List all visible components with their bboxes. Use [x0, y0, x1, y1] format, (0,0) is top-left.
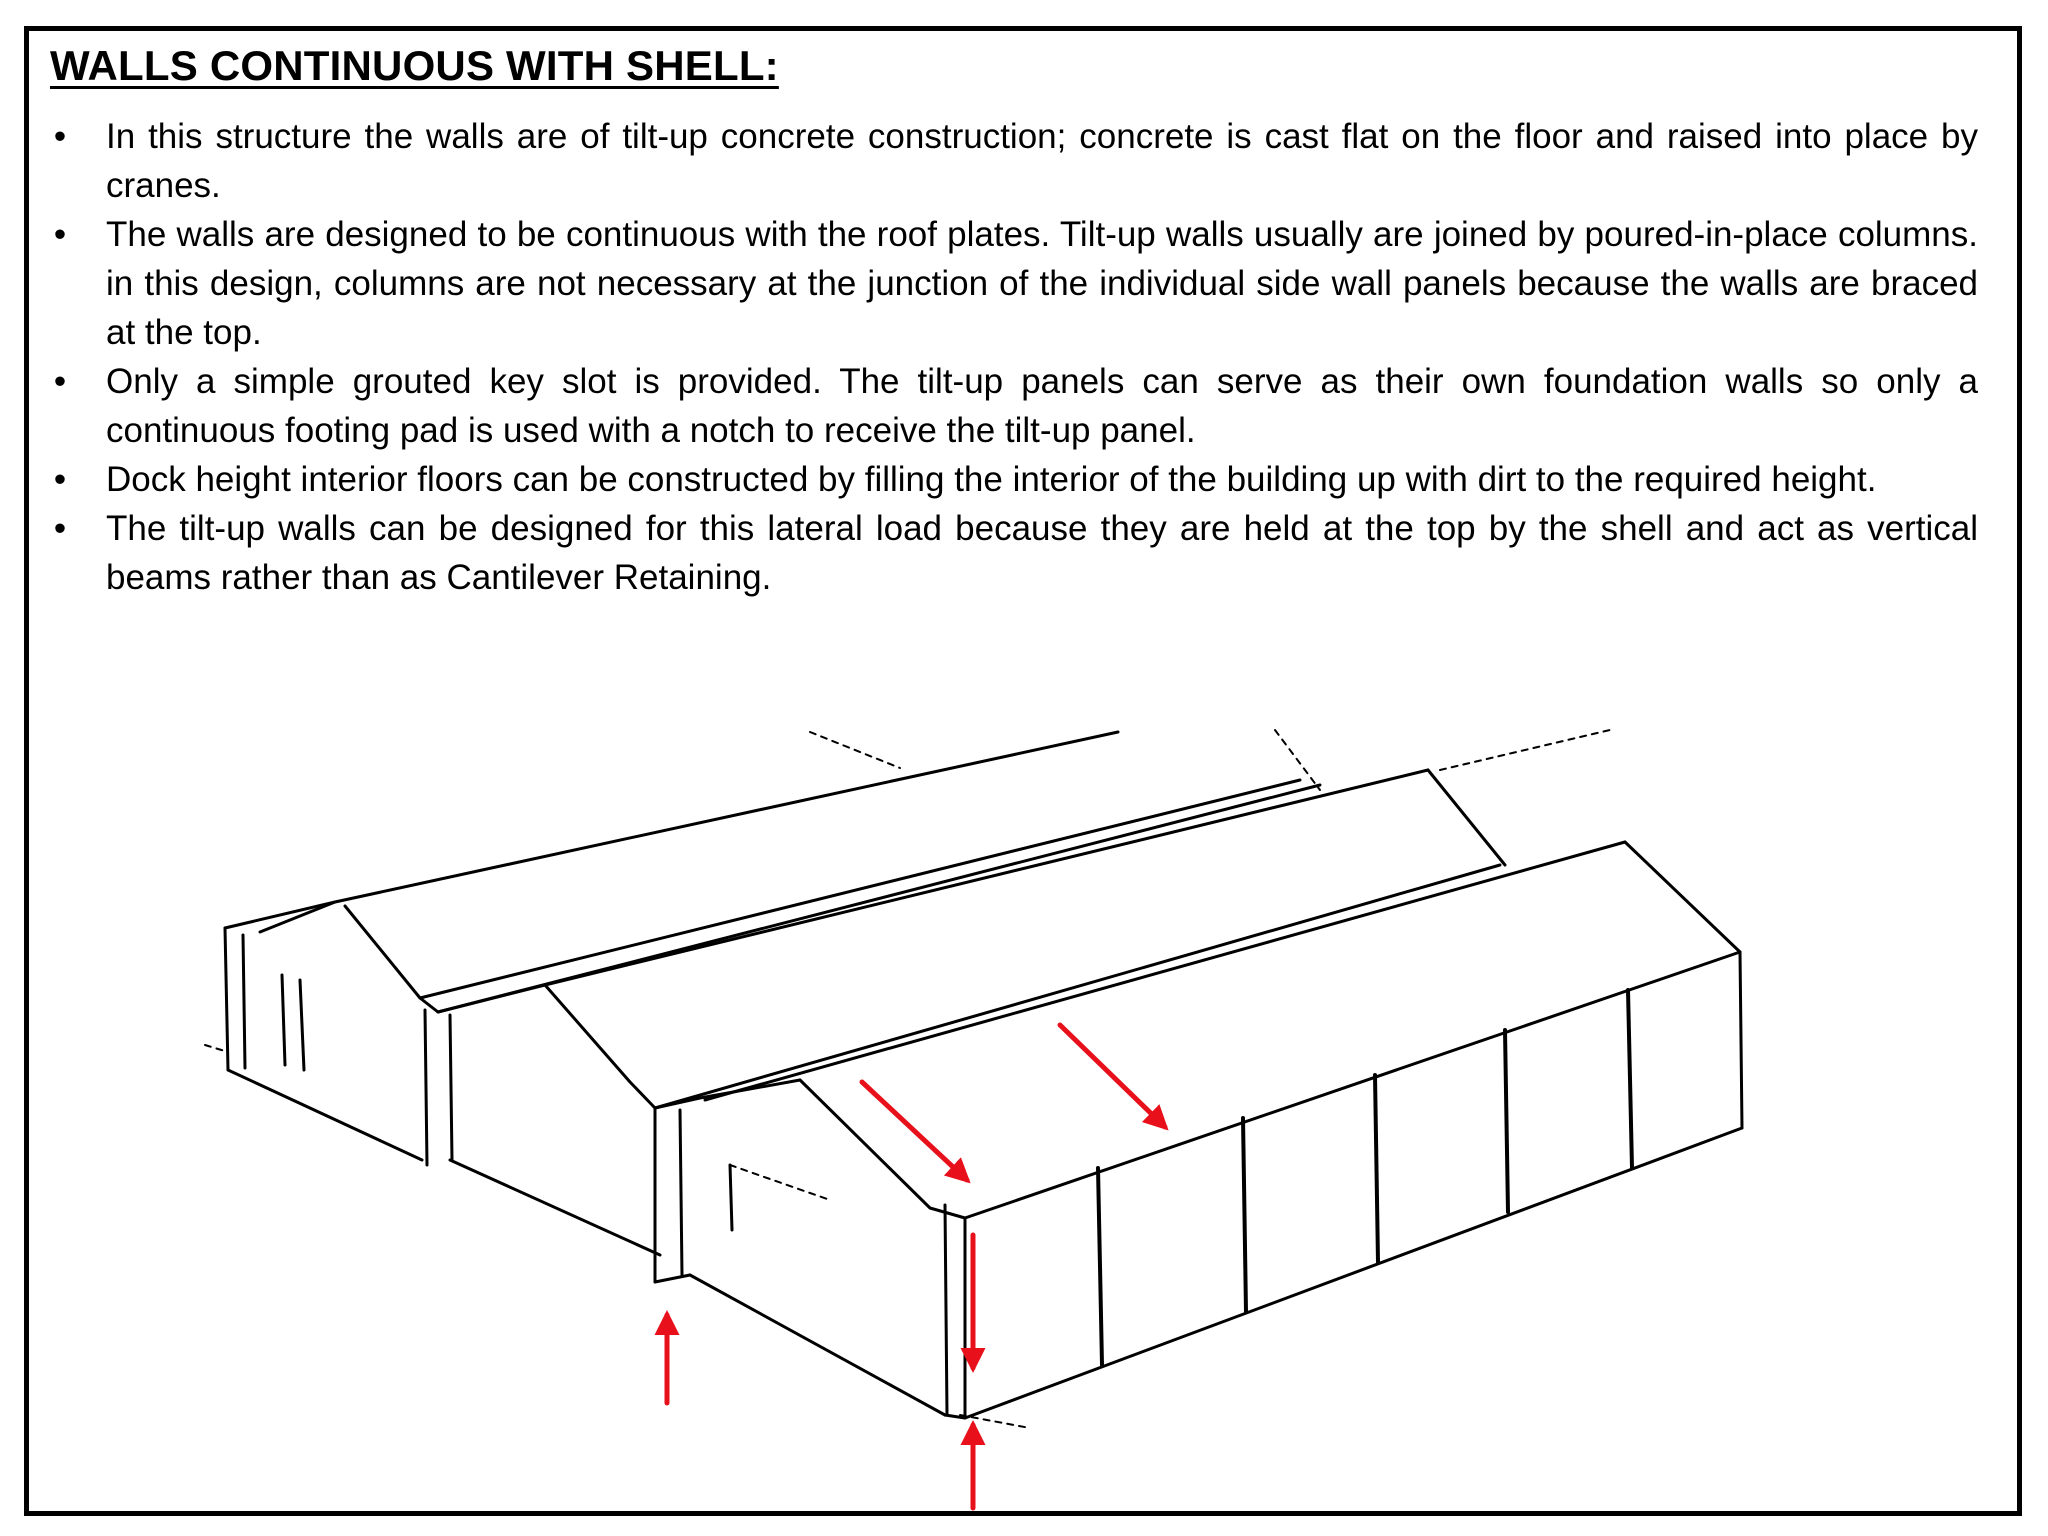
- bullet-item: [50, 112, 1978, 210]
- arrow-roof-right-icon: [1060, 1025, 1165, 1127]
- arrow-roof-left-icon: [862, 1082, 967, 1180]
- bullet-dot-icon: •: [53, 215, 67, 254]
- panel-joints: [1098, 990, 1632, 1365]
- bullet-dot-icon: •: [53, 509, 67, 548]
- front-shell: [655, 842, 1742, 1418]
- slide-title: WALLS CONTINUOUS WITH SHELL:: [50, 42, 779, 89]
- bullet-item: [50, 357, 1978, 455]
- bullet-dot-icon: •: [53, 117, 67, 156]
- bullet-item: [50, 504, 1978, 602]
- bullet-item: [50, 210, 1978, 357]
- bullet-list: [50, 112, 1978, 602]
- bullet-text: The walls are designed to be continuous with the roof plates. Tilt-up walls usually are joined by poured-in-place columns. in this design, columns are not necessary at the junction of the individual side wall panels because the walls are braced at the top.: [106, 215, 1978, 352]
- bullet-dot-icon: •: [53, 460, 67, 499]
- back-shell: [225, 732, 1320, 1165]
- load-arrows: [667, 1025, 1165, 1508]
- bullet-text: The tilt-up walls can be designed for this lateral load because they are held at the top by the shell and act as vertical beams rather than as Cantilever Retaining.: [106, 509, 1978, 597]
- bullet-text: Dock height interior floors can be constructed by filling the interior of the building up with dirt to the required height.: [106, 460, 1877, 499]
- construction-lines: [205, 730, 1610, 1428]
- tilt-up-building-illustration: [190, 720, 1770, 1520]
- bullet-dot-icon: •: [53, 362, 67, 401]
- bullet-text: Only a simple grouted key slot is provided. The tilt-up panels can serve as their own foundation walls so only a continuous footing pad is used with a notch to receive the tilt-up panel.: [106, 362, 1978, 450]
- bullet-item: [50, 455, 1978, 504]
- bullet-text: In this structure the walls are of tilt-up concrete construction; concrete is cast flat on the floor and raised into place by cranes.: [106, 117, 1978, 205]
